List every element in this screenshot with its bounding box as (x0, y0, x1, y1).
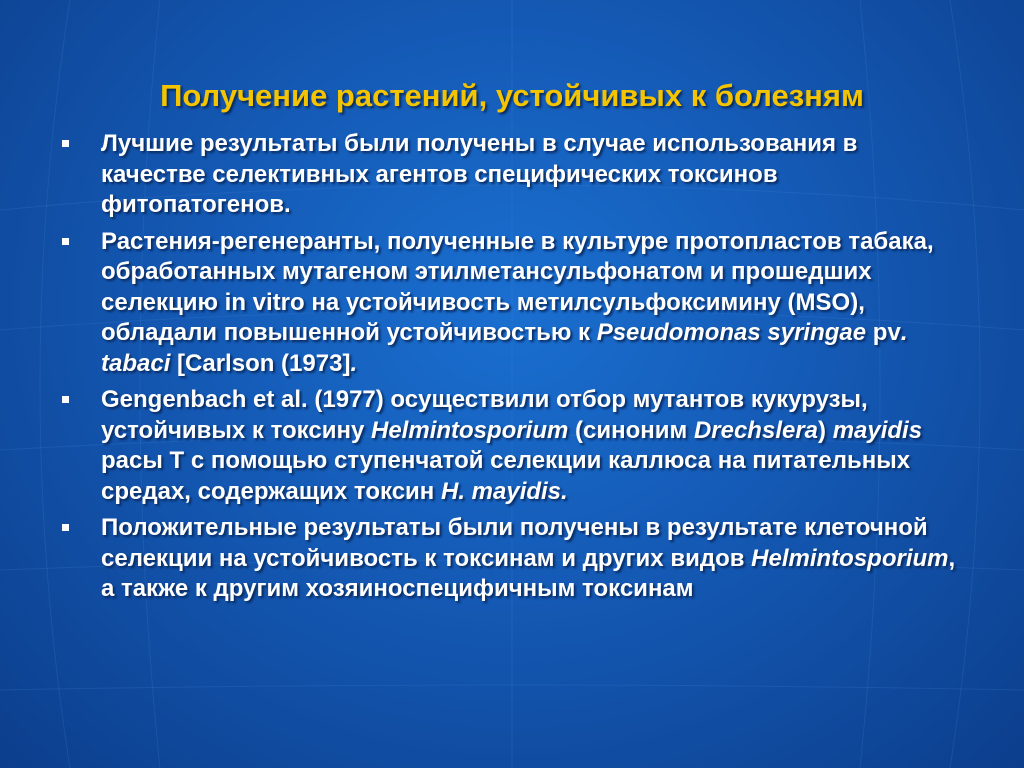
text-run: Растения-регенеранты, полученные в культуре протопластов табака, обработанных мутагеном этилметансульфонатом и прошедших селекцию in vitro на устойчивость метилсульфоксимину (MSO), обладали повышенной устойчивостью к (101, 227, 934, 346)
italic-term: Drechslera (693, 416, 819, 444)
italic-term: . (350, 349, 358, 377)
bullet-square-icon (62, 140, 69, 147)
bullet-text (101, 227, 962, 380)
text-run: Положительные результаты были получены в результате клеточной селекции на устойчивость к токсинам и других видов (101, 514, 928, 572)
bullet-square-icon (62, 524, 69, 531)
italic-term: Helmintosporium (371, 416, 569, 444)
italic-term: H. mayidis. (440, 477, 568, 505)
bullet-text (101, 513, 962, 605)
text-run: ) (818, 416, 833, 444)
bullet-square-icon (62, 396, 69, 403)
text-run: (синоним (568, 416, 694, 444)
bullet-item (62, 129, 962, 221)
text-run: pv (866, 319, 901, 346)
italic-term: Pseudomonas syringae (596, 319, 867, 346)
text-run: , а также к другим хозяиноспецифичным токсинам (101, 544, 956, 602)
text-run: Лучшие результаты были получены в случае использования в качестве селективных агентов специфических токсинов фитопатогенов. (101, 130, 858, 218)
text-run: Gengenbach et al. (1977) осуществили отбор мутантов кукурузы, устойчивых к токсину (101, 386, 868, 444)
bullet-list (62, 129, 962, 611)
bullet-item (62, 227, 962, 380)
slide-title: Получение растений, устойчивых к болезням (160, 78, 864, 113)
bullet-text (101, 129, 962, 221)
bullet-item (62, 385, 962, 507)
italic-term: . tabaci (101, 319, 908, 377)
text-run: [Carlson (1973] (170, 349, 351, 377)
italic-term: mayidis (832, 416, 923, 444)
bullet-square-icon (62, 238, 69, 245)
text-run: расы Т с помощью ступенчатой селекции каллюса на питательных средах, содержащих токсин (101, 447, 911, 505)
bullet-text (101, 385, 962, 507)
italic-term: Helmintosporium (751, 544, 949, 572)
bullet-item (62, 513, 962, 605)
